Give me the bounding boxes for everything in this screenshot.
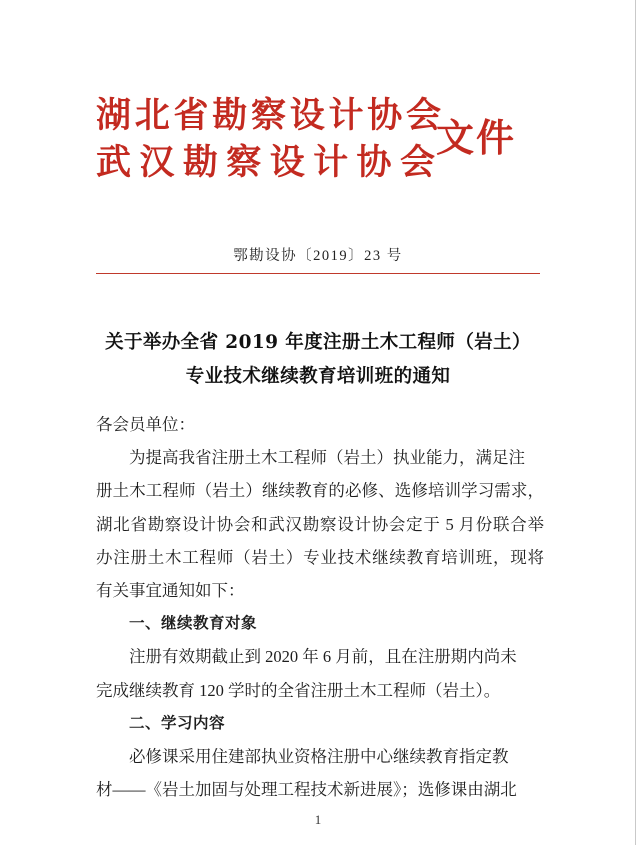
section-1-line-1: 注册有效期截止到 2020 年 6 月前，且在注册期内尚未 — [129, 647, 517, 667]
paragraph-1-line-5: 有关事宜通知如下： — [96, 581, 245, 601]
section-2-line-1: 必修课采用住建部执业资格注册中心继续教育指定教 — [129, 747, 509, 767]
paragraph-1-line-1: 为提高我省注册土木工程师（岩土）执业能力，满足注 — [129, 448, 525, 468]
document-masthead — [0, 92, 636, 192]
masthead-document-word: 文件 — [436, 115, 517, 160]
header-divider-rule — [96, 273, 540, 274]
paragraph-1-line-3: 湖北省勘察设计协会和武汉勘察设计协会定于 5 月份联合举 — [96, 514, 544, 534]
paragraph-1-line-4: 办注册土木工程师（岩土）专业技术继续教育培训班，现将 — [96, 547, 544, 567]
section-1-line-2: 完成继续教育 120 学时的全省注册土木工程师（岩土）。 — [96, 680, 501, 700]
document-number: 鄂勘设协〔2019〕23 号 — [233, 248, 403, 264]
salutation: 各会员单位： — [96, 415, 195, 434]
document-body — [96, 408, 544, 806]
title-line-1: 关于举办全省 2019 年度注册土木工程师（岩土） — [105, 332, 531, 353]
page-number: 1 — [314, 812, 322, 827]
paragraph-1-line-2: 册土木工程师（岩土）继续教育的必修、选修培训学习需求， — [96, 481, 544, 501]
page-title — [96, 326, 540, 394]
section-2-line-2: 材——《岩土加固与处理工程技术新进展》；选修课由湖北 — [96, 780, 517, 800]
masthead-org-names — [96, 92, 446, 186]
masthead-line-wuhan-association: 武汉勘察设计协会 — [96, 142, 438, 183]
title-line-2: 专业技术继续教育培训班的通知 — [185, 366, 451, 387]
masthead-line-provincial-association: 湖北省勘察设计协会 — [96, 95, 441, 136]
section-heading-2: 二、学习内容 — [129, 713, 226, 732]
section-heading-1: 一、继续教育对象 — [129, 614, 258, 633]
